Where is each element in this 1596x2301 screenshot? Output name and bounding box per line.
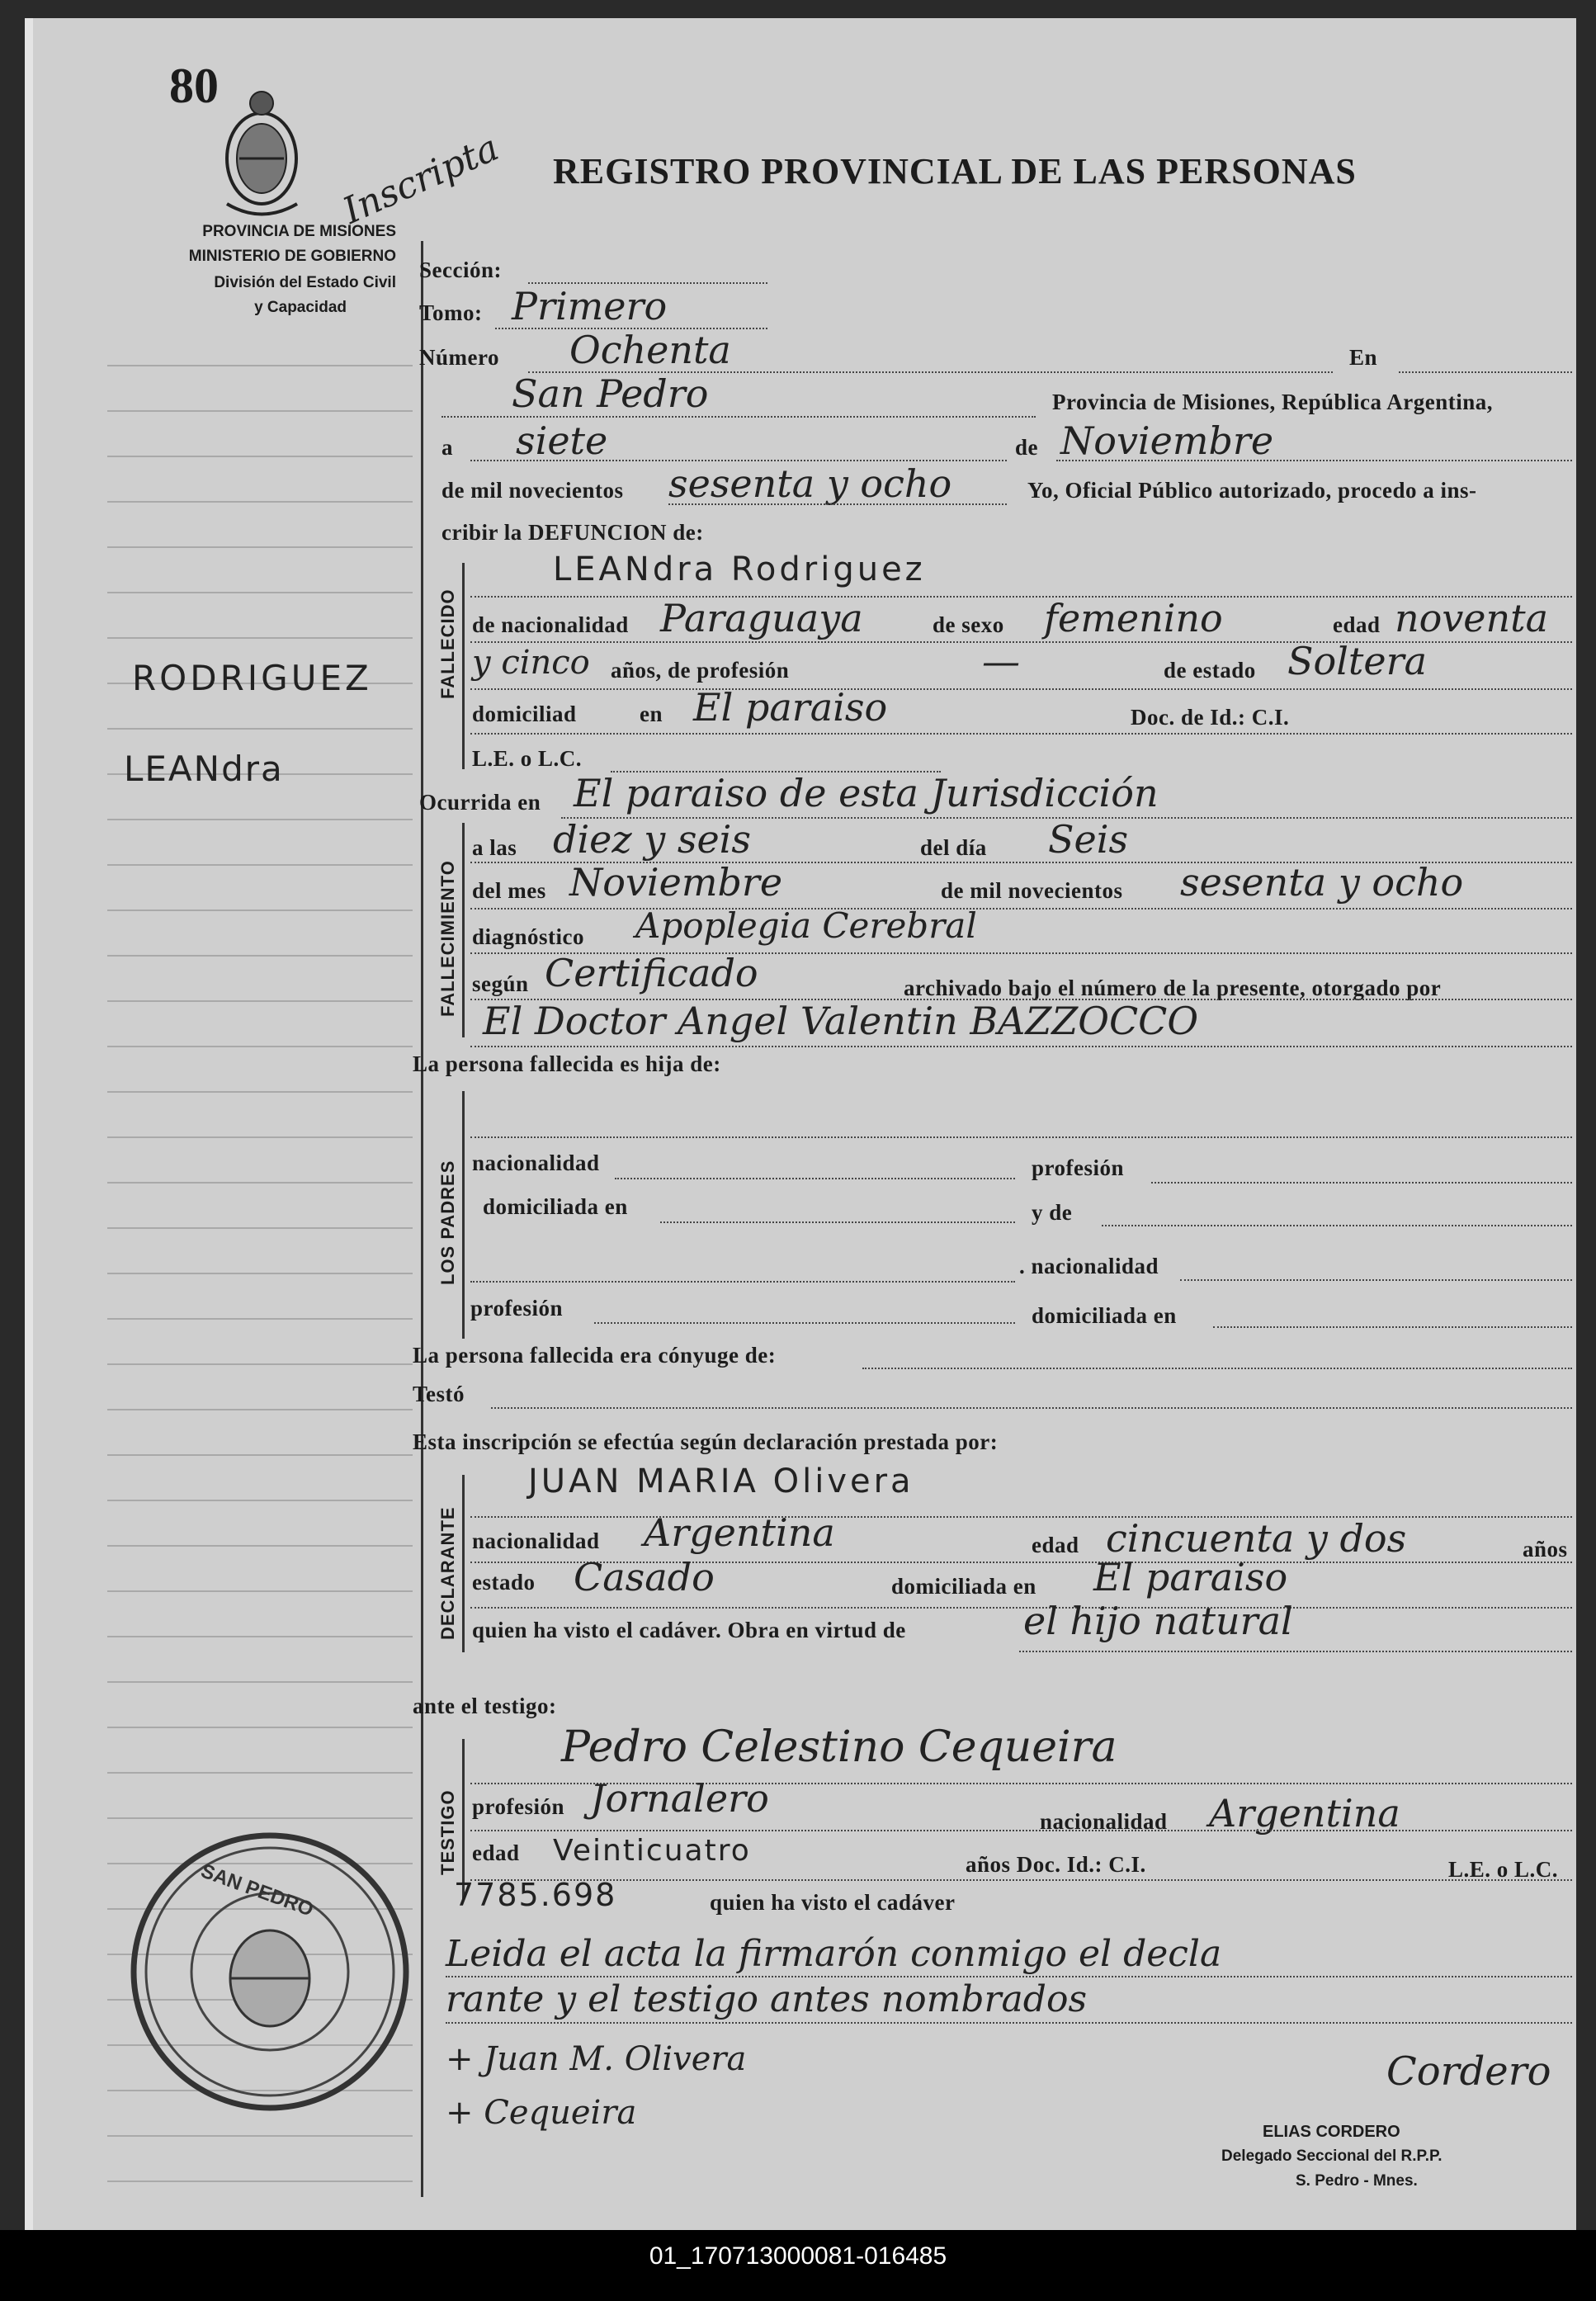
page-number: 80 — [169, 59, 219, 113]
testigo-doc-number: 7785.698 — [454, 1877, 617, 1913]
archivado-text: archivado bajo el número de la presente, otorgado por — [904, 976, 1442, 1000]
margin-rule-line — [107, 1227, 413, 1229]
segun-value: Certificado — [545, 951, 758, 995]
official-name: ELIAS CORDERO — [1263, 2123, 1400, 2141]
margin-given-name: LEANdra — [124, 749, 284, 789]
deceased-name: LEANdra Rodriguez — [553, 550, 926, 588]
hora-value: diez y seis — [553, 817, 751, 862]
mil-novecientos-label-2: de mil novecientos — [941, 878, 1123, 903]
testigo-name: Pedro Celestino Cequeira — [561, 1722, 1117, 1772]
diagnostico-value: Apoplegia Cerebral — [635, 905, 977, 946]
anos-profesion-label: años, de profesión — [611, 658, 790, 683]
inscribed-annotation: Inscripta — [337, 126, 505, 233]
declarante-estado-label: estado — [472, 1570, 536, 1595]
padres-section-bar — [462, 1091, 465, 1339]
official-place: S. Pedro - Mnes. — [1296, 2172, 1418, 2190]
margin-rule-line — [107, 2135, 413, 2137]
fallecido-section-label: FALLECIDO — [437, 588, 458, 699]
margin-rule-line — [107, 819, 413, 820]
registry-seal-icon — [124, 1826, 417, 2119]
edad-label: edad — [1333, 612, 1381, 637]
declarante-estado-value: Casado — [574, 1555, 715, 1599]
a-las-label: a las — [472, 835, 517, 860]
mil-novecientos-label: de mil novecientos — [441, 478, 624, 503]
testigo-nacionalidad-label: nacionalidad — [1040, 1809, 1168, 1834]
margin-rule-line — [107, 365, 413, 366]
ocurrida-label: Ocurrida en — [419, 790, 541, 815]
margin-rule-line — [107, 1363, 413, 1365]
margin-rule-line — [107, 1046, 413, 1047]
domicilio-en-label: en — [640, 702, 663, 726]
declarante-nacionalidad-label: nacionalidad — [472, 1528, 600, 1553]
testigo-section-bar — [462, 1739, 465, 1900]
margin-rule-line — [107, 864, 413, 866]
testo-label: Testó — [413, 1382, 465, 1406]
declarante-name: JUAN MARIA Olivera — [528, 1462, 914, 1500]
margin-rule-line — [107, 1636, 413, 1637]
margin-rule-line — [107, 1817, 413, 1819]
margin-rule-line — [107, 1091, 413, 1093]
nacionalidad-label: de nacionalidad — [472, 612, 629, 637]
org-line-3: División del Estado Civil — [214, 274, 396, 291]
month-value: Noviembre — [1060, 418, 1274, 463]
official-title: Delegado Seccional del R.P.P. — [1221, 2147, 1443, 2165]
margin-divider — [421, 241, 423, 2197]
margin-rule-line — [107, 1727, 413, 1728]
medico-value: El Doctor Angel Valentin BAZZOCCO — [483, 999, 1199, 1043]
declarante-section-label: DECLARANTE — [437, 1506, 458, 1640]
org-line-2: MINISTERIO DE GOBIERNO — [188, 248, 396, 265]
day-value: siete — [516, 418, 608, 463]
margin-rule-line — [107, 546, 413, 548]
testigo-le-lc-label: L.E. o L.C. — [1448, 1857, 1559, 1882]
signature-declarante: + Juan M. Olivera — [446, 2040, 747, 2078]
le-lc-label: L.E. o L.C. — [472, 746, 583, 771]
lugar-value: El paraiso de esta Jurisdicción — [574, 771, 1159, 815]
margin-rule-line — [107, 456, 413, 457]
de-month-label: de — [1015, 435, 1038, 460]
margin-rule-line — [107, 501, 413, 503]
declarante-edad-value: cincuenta y dos — [1106, 1516, 1407, 1561]
testigo-section-label: TESTIGO — [437, 1789, 458, 1875]
hija-de-text: La persona fallecida es hija de: — [413, 1051, 721, 1076]
segun-label: según — [472, 971, 529, 996]
anio-value: sesenta y ocho — [1180, 860, 1464, 905]
madre-domiciliada-label: domiciliada en — [1032, 1303, 1177, 1328]
margin-rule-line — [107, 1500, 413, 1501]
declarante-section-bar — [462, 1475, 465, 1652]
mes-label: del mes — [472, 878, 546, 903]
margin-rule-line — [107, 910, 413, 911]
nacionalidad-value: Paraguaya — [660, 596, 863, 640]
margin-rule-line — [107, 1590, 413, 1592]
fallecimiento-section-bar — [462, 823, 465, 1037]
declarante-domicilio-value: El paraiso — [1093, 1555, 1288, 1599]
declarante-nacionalidad-value: Argentina — [644, 1510, 835, 1555]
declarante-anos-label: años — [1523, 1537, 1568, 1562]
margin-rule-line — [107, 410, 413, 412]
testigo-anos-doc-label: años Doc. Id.: C.I. — [966, 1852, 1146, 1877]
declarante-virtud-value: el hijo natural — [1023, 1599, 1293, 1643]
oficial-text: Yo, Oficial Público autorizado, procedo a ins- — [1027, 478, 1477, 503]
margin-rule-line — [107, 1000, 413, 1002]
signature-official: Cordero — [1386, 2048, 1551, 2095]
testigo-nacionalidad-value: Argentina — [1209, 1791, 1400, 1836]
tomo-label: Tomo: — [419, 300, 483, 325]
numero-label: Número — [419, 345, 499, 370]
margin-rule-line — [107, 728, 413, 730]
closing-line-2: rante y el testigo antes nombrados — [446, 1978, 1088, 2020]
margin-rule-line — [107, 1545, 413, 1547]
declarante-domiciliada-label: domiciliada en — [891, 1574, 1036, 1599]
profesion-value: — — [982, 639, 1020, 683]
y-de-label: y de — [1032, 1200, 1073, 1225]
testigo-visto-text: quien ha visto el cadáver — [710, 1890, 956, 1915]
org-line-1: PROVINCIA DE MISIONES — [202, 223, 396, 240]
en-label: En — [1349, 345, 1378, 370]
mes-value: Noviembre — [569, 860, 783, 905]
image-id-footer: 01_170713000081-016485 — [0, 2230, 1596, 2301]
sexo-label: de sexo — [933, 612, 1004, 637]
padre-domiciliada-label: domiciliada en — [483, 1194, 628, 1219]
testigo-edad-value: Veinticuatro — [553, 1834, 751, 1868]
ante-testigo-text: ante el testigo: — [413, 1694, 557, 1718]
doc-id-label: Doc. de Id.: C.I. — [1131, 705, 1290, 730]
signature-testigo: + Cequeira — [446, 2094, 637, 2132]
testigo-edad-label: edad — [472, 1840, 520, 1865]
margin-rule-line — [107, 637, 413, 639]
margin-rule-line — [107, 592, 413, 593]
margin-rule-line — [107, 1409, 413, 1410]
edad-value-1: noventa — [1395, 596, 1549, 640]
numero-value: Ochenta — [569, 328, 731, 372]
fallecido-section-bar — [462, 563, 465, 769]
padre-nacionalidad-label: nacionalidad — [472, 1150, 600, 1175]
document-page — [25, 18, 1576, 2230]
inscribir-text: cribir la DEFUNCION de: — [441, 520, 704, 545]
margin-rule-line — [107, 1182, 413, 1184]
domiciliad-label: domiciliad — [472, 702, 577, 726]
estado-value: Soltera — [1287, 639, 1428, 683]
padre-profesion-label: profesión — [1032, 1155, 1125, 1180]
margin-rule-line — [107, 1273, 413, 1274]
testigo-profesion-value: Jornalero — [590, 1776, 769, 1821]
sexo-value: femenino — [1044, 596, 1223, 640]
margin-rule-line — [107, 2181, 413, 2182]
domicilio-value: El paraiso — [693, 685, 888, 730]
declarante-visto-text: quien ha visto el cadáver. Obra en virtud de — [472, 1618, 906, 1642]
testigo-profesion-label: profesión — [472, 1794, 565, 1819]
margin-rule-line — [107, 1681, 413, 1683]
margin-surname: RODRIGUEZ — [132, 658, 372, 698]
conyuge-text: La persona fallecida era cónyuge de: — [413, 1343, 777, 1368]
dia-label: del día — [920, 835, 987, 860]
margin-rule-line — [107, 1772, 413, 1774]
margin-rule-line — [107, 1318, 413, 1320]
seccion-label: Sección: — [419, 258, 502, 282]
coat-of-arms-icon — [215, 80, 309, 220]
margin-rule-line — [107, 1454, 413, 1456]
page-title: REGISTRO PROVINCIAL DE LAS PERSONAS — [553, 151, 1357, 191]
tomo-value: Primero — [512, 284, 668, 328]
org-line-4: y Capacidad — [254, 299, 347, 316]
fallecimiento-section-label: FALLECIMIENTO — [437, 860, 458, 1017]
year-value: sesenta y ocho — [668, 461, 952, 506]
place-value: San Pedro — [512, 371, 709, 416]
diagnostico-label: diagnóstico — [472, 924, 585, 949]
closing-line-1: Leida el acta la firmarón conmigo el decla — [446, 1933, 1222, 1975]
padres-section-label: LOS PADRES — [437, 1160, 458, 1285]
a-label: a — [441, 435, 453, 460]
provincia-text: Provincia de Misiones, República Argentina, — [1052, 390, 1494, 414]
edad-value-2: y cinco — [472, 644, 590, 682]
margin-rule-line — [107, 1136, 413, 1138]
seal-center-text: SAN PEDRO — [197, 1859, 317, 1921]
declarante-edad-label: edad — [1032, 1533, 1079, 1557]
madre-profesion-label: profesión — [470, 1296, 564, 1321]
dia-value: Seis — [1048, 817, 1129, 862]
madre-nacionalidad-label: . nacionalidad — [1019, 1254, 1159, 1278]
estado-label: de estado — [1164, 658, 1256, 683]
margin-rule-line — [107, 955, 413, 957]
declaracion-text: Esta inscripción se efectúa según declaración prestada por: — [413, 1429, 999, 1454]
